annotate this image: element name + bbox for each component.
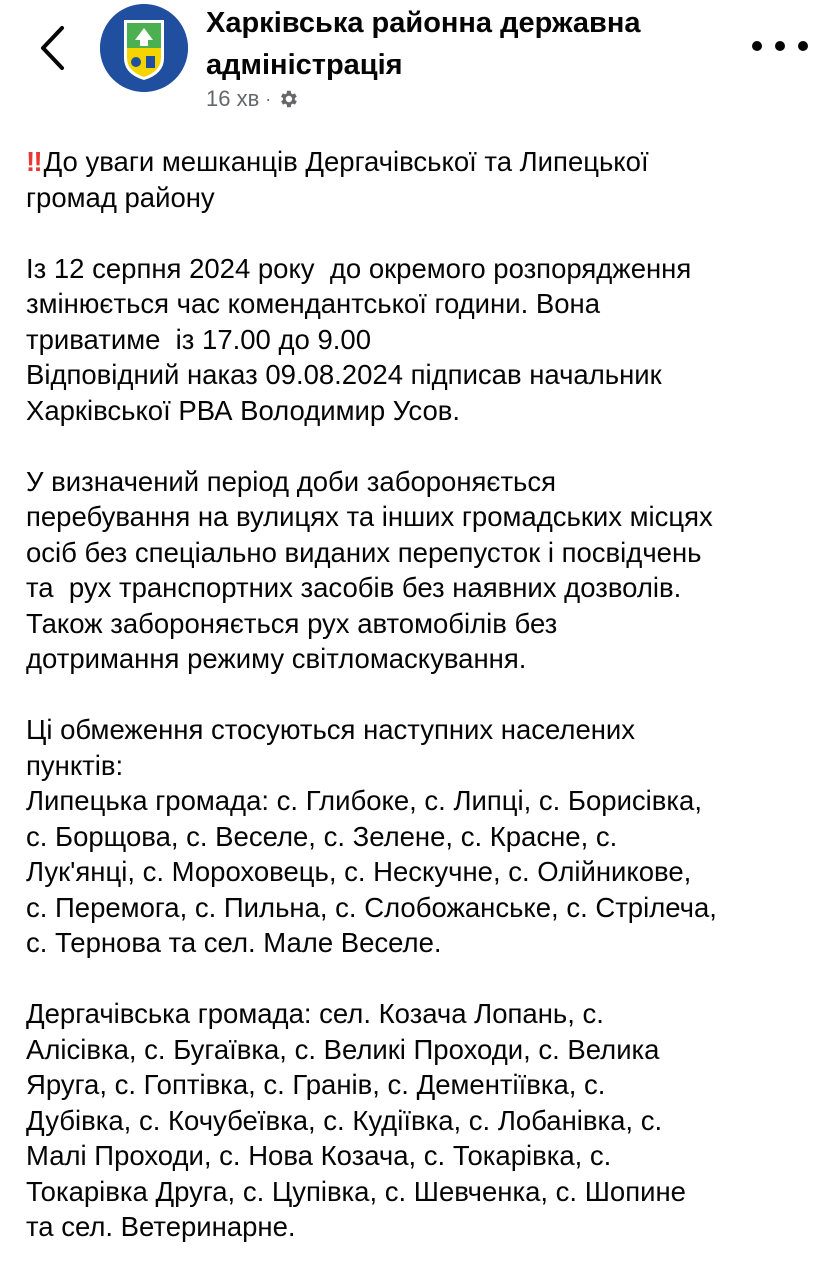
post-paragraph: Із 12 серпня 2024 року до окремого розпорядження змінюється час комендантської години. Вона триватиме із 17.00 до 9.00 Відповідний наказ 09.08.2024 підписав начальник Харківської РВА Володимир Усов. [26, 252, 692, 426]
post-paragraph: Ці обмеження стосуються наступних населених пунктів: Липецька громада: с. Глибоке, с. Липці, с. Борисівка, с. Борщова, с. Веселе, с. Зелене, с. Красне, с. Лук'янці, с. Мороховець, с. Нескучне, с. Олійникове, с. Перемога, с. Пильна, с. Слобожанське, с. Стрілеча, с. Тернова та сел. Мале Веселе. [26, 714, 717, 958]
meta-separator: · [265, 88, 272, 109]
double-exclamation-icon: ‼ [26, 146, 40, 177]
post-paragraph [26, 144, 816, 215]
post-paragraph-text: До уваги мешканців Дергачівської та Липецької громад району [26, 146, 649, 213]
post-meta [206, 84, 299, 114]
page-avatar[interactable] [100, 4, 188, 92]
post-text [26, 144, 816, 1280]
post-header [0, 0, 830, 130]
back-button[interactable] [30, 22, 74, 74]
post-time[interactable]: 16 хв [206, 86, 260, 111]
more-options-button[interactable] [752, 28, 808, 64]
more-dots-icon [798, 41, 808, 51]
post-paragraph: Дергачівська громада: сел. Козача Лопань, с. Алісівка, с. Бугаївка, с. Великі Проходи, с. Велика Яруга, с. Гоптівка, с. Гранів, с. Дементіївка, с. Дубівка, с. Кочубеївка, с. Кудіївка, с. Лобанівка, с. Малі Проходи, с. Нова Козача, с. Токарівка, с. Токарівка Друга, с. Цупівка, с. Шевченка, с. Шопине та сел. Ветеринарне. [26, 998, 686, 1242]
more-dots-icon [752, 41, 762, 51]
chevron-left-icon [39, 25, 65, 71]
gear-icon [277, 88, 299, 110]
coat-of-arms-icon [100, 4, 188, 92]
post-paragraph: У визначений період доби забороняється перебування на вулицях та інших громадських місцях осіб без спеціально виданих перепусток і посвідчень та рух транспортних засобів без наявних дозволів. Також забороняється рух автомобілів без дотримання режиму світломаскування. [26, 465, 713, 674]
more-dots-icon [775, 41, 785, 51]
page-name[interactable]: Харківська районна державна адміністрація [206, 7, 641, 81]
